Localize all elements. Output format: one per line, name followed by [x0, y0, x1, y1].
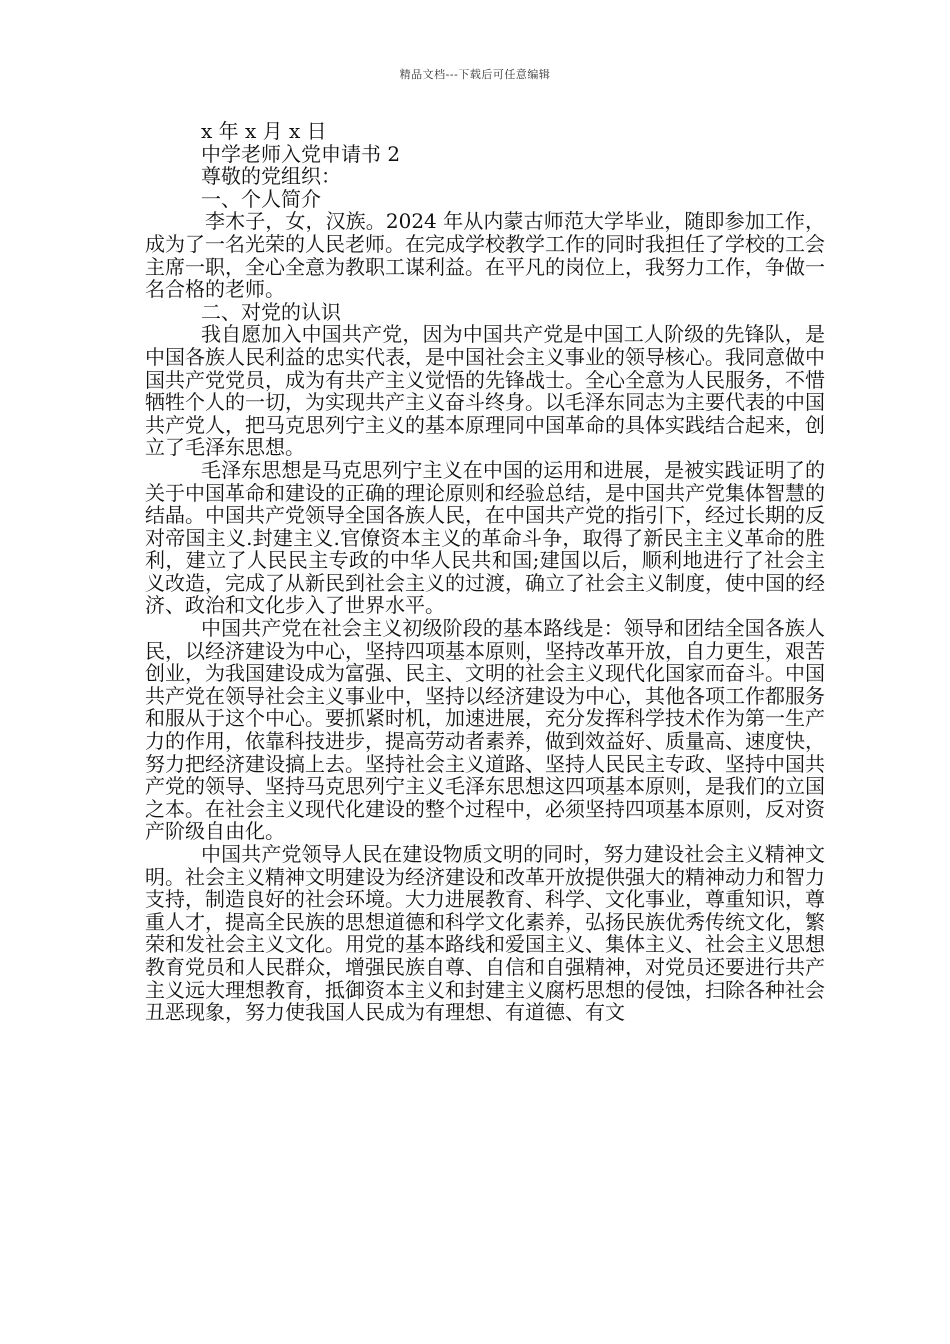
date-line: x 年 x 月 x 日 — [201, 119, 327, 143]
section-heading-profile: 一、个人简介 — [201, 186, 321, 211]
salutation: 尊敬的党组织： — [201, 164, 341, 189]
paragraph-1: 我自愿加入中国共产党，因为中国共产党是中国工人阶级的先锋队，是中国各族人民利益的忠实代表，是中国社会主义事业的领导核心。我同意做中国共产党党员，成为有共产主义觉悟的先锋战士。全心全意为人民服务，不惜牺牲个人的一切，为实现共产主义奋斗终身。以毛泽东同志为主要代表的中国共产党人，把马克思列宁主义的基本原理同中国革命的具体实践结合起来，创立了毛泽东思想。 — [145, 322, 825, 460]
paragraph-4: 中国共产党领导人民在建设物质文明的同时，努力建设社会主义精神文明。社会主义精神文明建设为经济建设和改革开放提供强大的精神动力和智力支持，制造良好的社会环境。大力进展教育、科学、文化事业，尊重知识，尊重人才，提高全民族的思想道德和科学文化素养，弘扬民族优秀传统文化，繁荣和发社会主义文化。用党的基本路线和爱国主义、集体主义、社会主义思想教育党员和人民群众，增强民族自尊、自信和自强精神，对党员还要进行共产主义远大理想教育，抵御资本主义和封建主义腐朽思想的侵蚀，扫除各种社会丑恶现象，努力使我国人民成为有理想、有道德、有文 — [145, 842, 825, 1025]
page-header: 精品文档---下载后可任意编辑 — [399, 68, 551, 81]
paragraph-2: 毛泽东思想是马克思列宁主义在中国的运用和进展，是被实践证明了的关于中国革命和建设的正确的理论原则和经验总结，是中国共产党集体智慧的结晶。中国共产党领导全国各族人民，在中国共产党的指引下，经过长期的反对帝国主义.封建主义.官僚资本主义的革命斗争，取得了新民主主义革命的胜利，建立了人民民主专政的中华人民共和国;建国以后，顺利地进行了社会主义改造，完成了从新民到社会主义的过渡，确立了社会主义制度，使中国的经济、政治和文化步入了世界水平。 — [145, 457, 825, 618]
section-heading-understanding: 二、对党的认识 — [201, 299, 341, 324]
paragraph-profile: 李木子，女，汉族。2024 年从内蒙古师范大学毕业，随即参加工作，成为了一名光荣的人民老师。在完成学校教学工作的同时我担任了学校的工会主席一职，全心全意为教职工谋利益。在平凡的岗位上，我努力工作，争做一名合格的老师。 — [145, 209, 825, 302]
paragraph-3: 中国共产党在社会主义初级阶段的基本路线是：领导和团结全国各族人民，以经济建设为中心，坚持四项基本原则，坚持改革开放，自力更生，艰苦创业，为我国建设成为富强、民主、文明的社会主义现代化国家而奋斗。中国共产党在领导社会主义事业中，坚持以经济建设为中心，其他各项工作都服务和服从于这个中心。要抓紧时机，加速进展，充分发挥科学技术作为第一生产力的作用，依靠科技进步，提高劳动者素养，做到效益好、质量高、速度快，努力把经济建设搞上去。坚持社会主义道路、坚持人民民主专政、坚持中国共产党的领导、坚持马克思列宁主义毛泽东思想这四项基本原则，是我们的立国之本。在社会主义现代化建设的整个过程中，必须坚持四项基本原则，反对资产阶级自由化。 — [145, 616, 825, 844]
document-title: 中学老师入党申请书 2 — [201, 141, 401, 166]
letter-body — [145, 120, 825, 1024]
